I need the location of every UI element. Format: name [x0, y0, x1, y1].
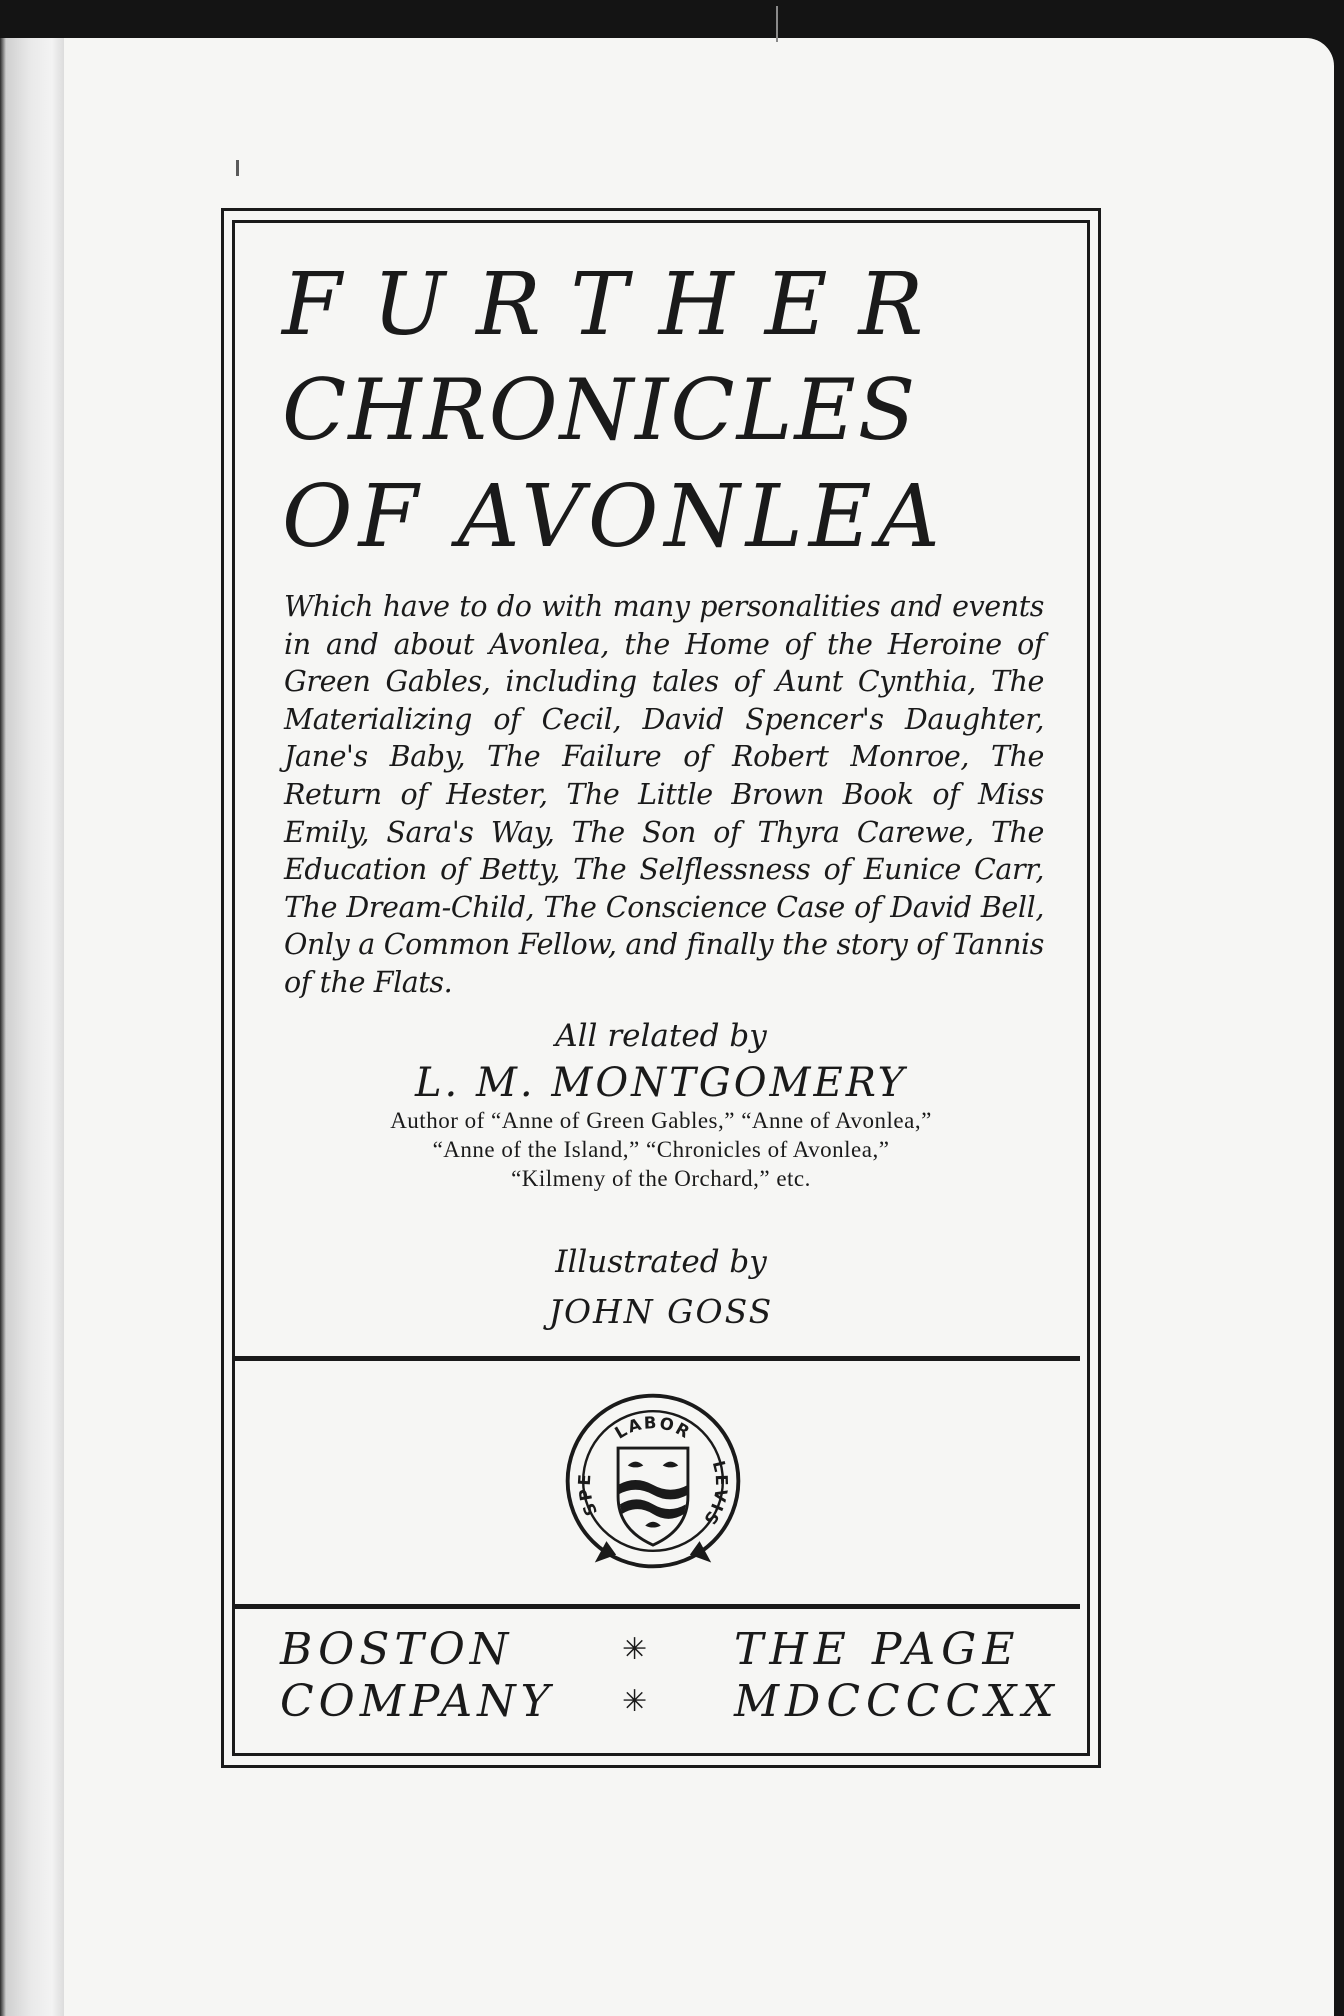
imprint-city: BOSTON: [280, 1624, 514, 1675]
scan-speck: [236, 160, 239, 176]
illustrator-name: JOHN GOSS: [548, 1292, 774, 1331]
book-title-line-3: OF AVONLEA: [282, 467, 946, 567]
lower-divider-rule: [234, 1604, 1080, 1609]
seal-motto-top: LABOR: [611, 1413, 695, 1443]
scan-speck: [776, 6, 778, 42]
book-title-line-2: CHRONICLES: [282, 361, 918, 459]
imprint-year: MDCCCCXX: [734, 1676, 1060, 1727]
ornament-icon: ✳: [622, 1684, 648, 1719]
seal-motto-right: LEVIS: [699, 1458, 732, 1530]
seal-motto-left: SPE: [574, 1471, 602, 1519]
imprint-company: COMPANY: [280, 1676, 555, 1727]
related-by-label: All related by: [555, 1018, 767, 1054]
publisher-seal-icon: [556, 1384, 750, 1578]
imprint-publisher: THE PAGE: [734, 1624, 1021, 1675]
author-name: L. M. MONTGOMERY: [414, 1060, 907, 1106]
author-works-line-1: Author of “Anne of Green Gables,” “Anne of Avonlea,”: [390, 1108, 932, 1133]
upper-divider-rule: [234, 1356, 1080, 1361]
author-works-line-2: “Anne of the Island,” “Chronicles of Avonlea,”: [432, 1137, 890, 1162]
author-works-line-3: “Kilmeny of the Orchard,” etc.: [511, 1166, 811, 1191]
book-spine: [0, 38, 64, 2016]
illustrated-by-label: Illustrated by: [555, 1244, 767, 1280]
ornament-icon: ✳: [622, 1632, 648, 1667]
book-title-line-1: FURTHER: [282, 255, 955, 355]
book-description: Which have to do with many personalities and events in and about Avonlea, the Home of the Heroine of Green Gables, including tales of Aunt Cynthia, The Materializing of Cecil, David Spencer's Daughter, Jane's Baby, The Failure of Robert Monroe, The Return of Hester, The Little Brown Book of Miss Emily, Sara's Way, The Son of Thyra Carewe, The Education of Betty, The Selflessness of Eunice Carr, The Dream-Child, The Conscience Case of David Bell, Only a Common Fellow, and finally the story of Tannis of the Flats.: [284, 590, 1044, 999]
